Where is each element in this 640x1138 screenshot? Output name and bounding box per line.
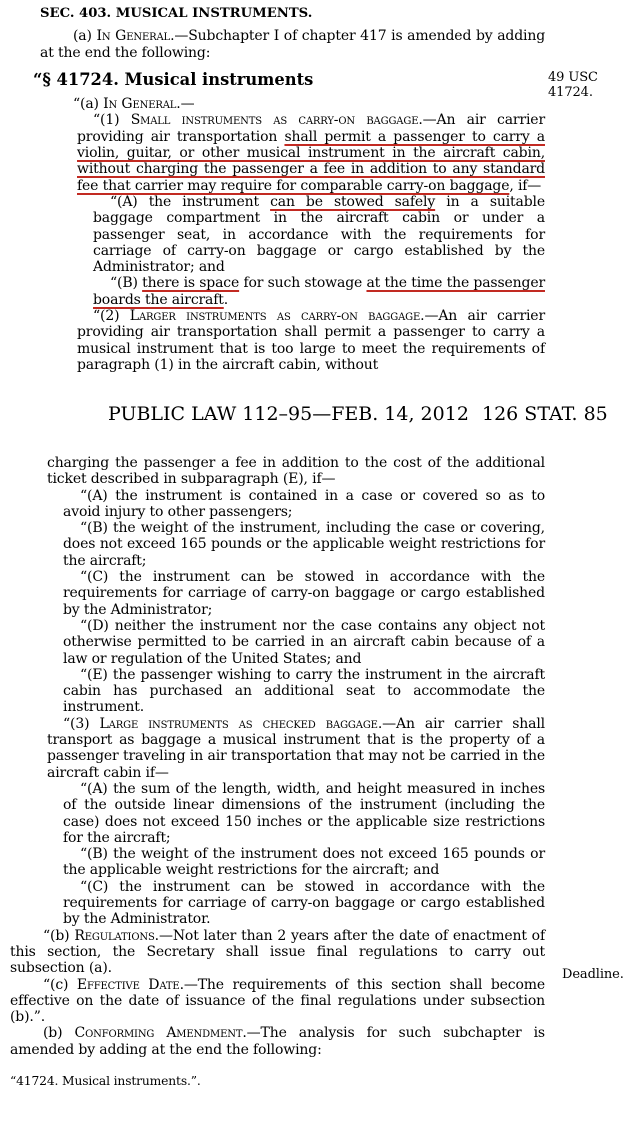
quoted-subsec-c-effective-date: “(c) Effective Date.—The requirements of this section shall become effective on the date of issuance of the final regulations under subsection (b).”. — [10, 976, 545, 1026]
margin-note-deadline: Deadline. — [562, 967, 624, 982]
quoted-subpara-2A: “(A) the instrument is contained in a case or covered so as to avoid injury to other passengers; — [63, 487, 545, 520]
quoted-subpara-2E: “(E) the passenger wishing to carry the instrument in the aircraft cabin has purchased an additional seat to accommodate the instrument. — [63, 666, 545, 716]
red-underline-annotation: shall permit a passenger to carry a violin, guitar, or other musical instrument in the aircraft cabin, without charging the passenger a fee in addition to any standard fee that carrier may require for comparable carry-on baggage — [77, 128, 545, 194]
section-heading: SEC. 403. MUSICAL INSTRUMENTS. — [40, 6, 313, 21]
red-underline-annotation: can be stowed safely — [270, 193, 436, 210]
page-stat-85-body — [10, 455, 545, 1089]
quoted-subpara-3A: “(A) the sum of the length, width, and height measured in inches of the outside linear dimensions of the instrument (including the case) does not exceed 150 inches or the applicable size restrictions for the aircraft; — [63, 780, 545, 846]
red-underline-annotation: at the time the passenger boards the aircraft — [93, 275, 545, 308]
quoted-para-2-larger-instruments-start: “(2) Larger instruments as carry-on baggage.—An air carrier providing air transportation shall permit a passenger to carry a musical instrument that is too large to meet the requirements of paragraph (1) in the aircraft cabin, without — [77, 308, 545, 373]
quoted-para-1-small-instruments: “(1) Small instruments as carry-on baggage.—An air carrier providing air transportation shall permit a passenger to carry a violin, guitar, or other musical instrument in the aircraft cabin, without charging the passenger a fee in addition to any standard fee that carrier may require for comparable carry-on baggage, if— — [77, 112, 545, 194]
red-underline-annotation: there is space — [142, 275, 240, 292]
quoted-subsec-a: “(a) In General.— — [73, 96, 195, 113]
quoted-subpara-3C: “(C) the instrument can be stowed in accordance with the requirements for carriage of carry-on baggage or cargo established by the Administrator. — [63, 878, 545, 928]
quoted-subpara-3B: “(B) the weight of the instrument does not exceed 165 pounds or the applicable weight restrictions for the aircraft; and — [63, 846, 545, 879]
margin-note-usc-citation: 49 USC 41724. — [548, 70, 598, 100]
quoted-subpara-2C: “(C) the instrument can be stowed in accordance with the requirements for carriage of carry-on baggage or cargo established by the Administrator; — [63, 569, 545, 618]
running-head-stat-page-number: 126 STAT. 85 — [482, 403, 608, 425]
quoted-subpara-1A: “(A) the instrument can be stowed safely in a suitable baggage compartment in the aircraft cabin or under a passenger seat, in accordance with the requirements for carriage of carry-on baggage or cargo established by the Administrator; and — [93, 193, 545, 276]
running-head — [0, 403, 640, 429]
page-stat-84-body — [33, 6, 546, 373]
quoted-para-2-continuation: charging the passenger a fee in addition to the cost of the additional ticket described in subparagraph (E), if— — [47, 455, 545, 488]
analysis-toc-entry: “41724. Musical instruments.”. — [10, 1073, 201, 1088]
heading-section-41724: “§ 41724. Musical instruments — [33, 69, 314, 89]
para-a-in-general: (a) In General.—Subchapter I of chapter 417 is amended by adding at the end the following: — [40, 28, 546, 61]
quoted-subpara-2D: “(D) neither the instrument nor the case contains any object not otherwise permitted to be carried in an aircraft cabin because of a law or regulation of the United States; and — [63, 617, 545, 667]
quoted-subsec-b-regulations: “(b) Regulations.—Not later than 2 years after the date of enactment of this section, the Secretary shall issue final regulations to carry out subsection (a). — [10, 927, 545, 977]
quoted-subpara-1B: “(B) there is space for such stowage at the time the passenger boards the aircraft. — [93, 275, 545, 308]
running-head-law-title: PUBLIC LAW 112–95—FEB. 14, 2012 — [108, 403, 469, 425]
para-b-conforming-amendment: (b) Conforming Amendment.—The analysis for such subchapter is amended by adding at the end the following: — [10, 1025, 545, 1058]
quoted-subpara-2B: “(B) the weight of the instrument, including the case or covering, does not exceed 165 pounds or the applicable weight restrictions for the aircraft; — [63, 520, 545, 569]
quoted-para-3-large-instruments: “(3) Large instruments as checked baggage.—An air carrier shall transport as baggage a musical instrument that is the property of a passenger traveling in air transportation that may not be carried in the aircraft cabin if— — [47, 715, 545, 781]
